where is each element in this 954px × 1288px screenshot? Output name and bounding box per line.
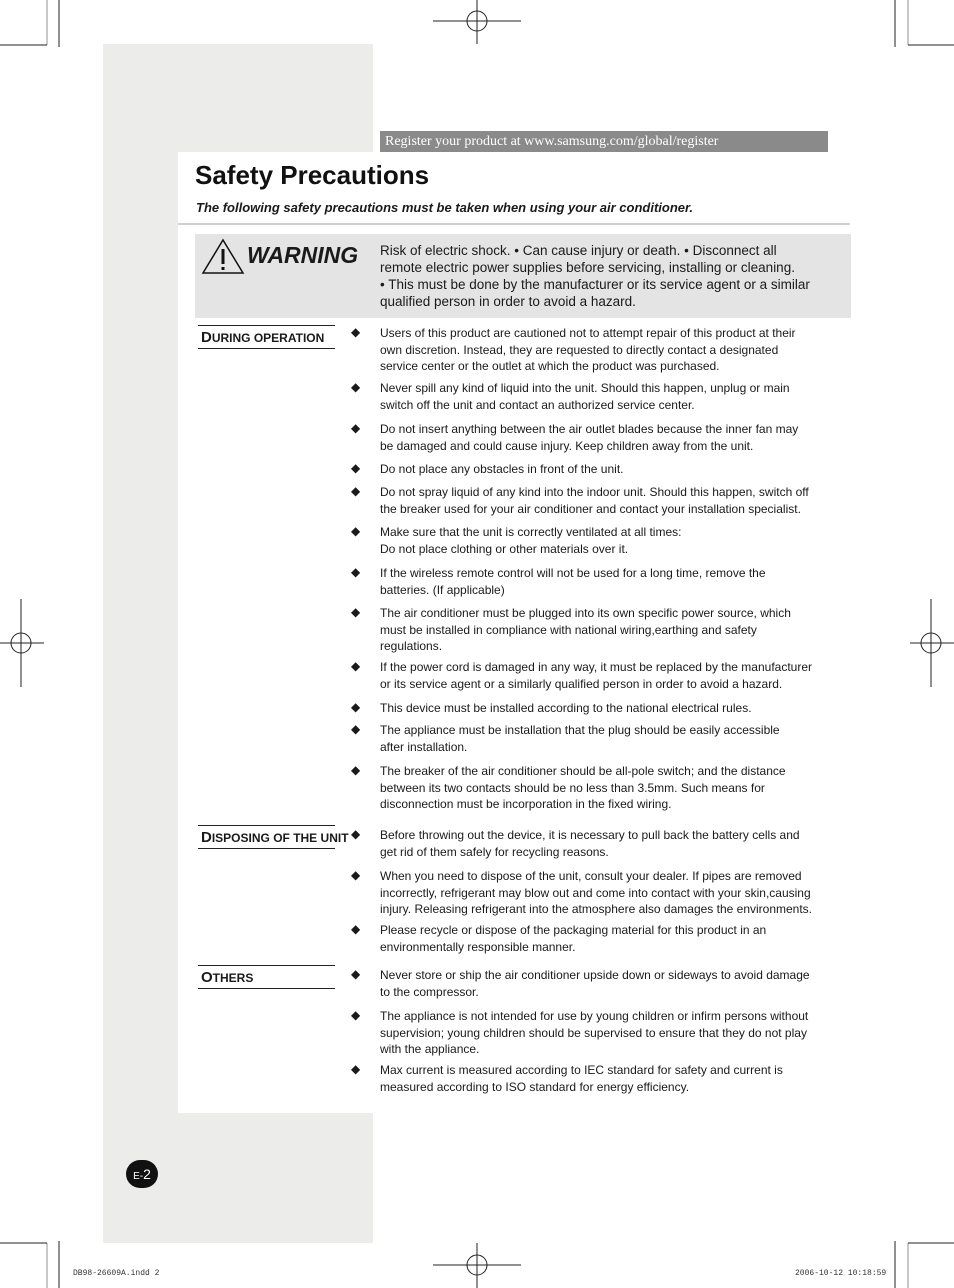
register-banner: Register your product at www.samsung.com/global/register [380,131,828,152]
precaution-item [380,325,830,375]
precaution-line: Do not spray liquid of any kind into the indoor unit. Should this happen, switch off [380,485,809,499]
precaution-line: measured according to ISO standard for energy efficiency. [380,1079,690,1094]
bullet-icon: ◆ [351,380,361,394]
precaution-line: be damaged and could cause injury. Keep children away from the unit. [380,438,754,453]
precaution-line: the breaker used for your air conditioner and contact your installation specialist. [380,501,801,516]
precaution-item [380,722,830,755]
precaution-line: Do not place any obstacles in front of the unit. [380,462,624,476]
precaution-item [380,922,830,955]
section-heading-others: OTHERS [198,965,335,989]
precaution-line: own discretion. Instead, they are requested to directly contact a designated [380,342,779,357]
precaution-line: The appliance is not intended for use by young children or infirm persons without [380,1009,809,1023]
page-number-badge: E-2 [126,1160,158,1188]
bullet-icon: ◆ [351,421,361,435]
bullet-icon: ◆ [351,605,361,619]
precaution-item [380,484,830,517]
precaution-line: When you need to dispose of the unit, consult your dealer. If pipes are removed [380,869,802,883]
precaution-item [380,1062,830,1095]
precaution-line: injury. Releasing refrigerant into the atmosphere also damages the environments. [380,902,813,916]
footer-timestamp: 2006-10-12 10:18:59 [795,1269,887,1278]
precaution-line: If the power cord is damaged in any way, it must be replaced by the manufacturer [380,660,812,674]
bullet-icon: ◆ [351,524,361,538]
precaution-line: to the compressor. [380,984,479,999]
precaution-line: Users of this product are cautioned not to attempt repair of this product at their [380,326,796,340]
precaution-item [380,380,830,413]
precaution-line: Do not insert anything between the air outlet blades because the inner fan may [380,422,799,436]
precaution-line: Never store or ship the air conditioner upside down or sideways to avoid damage [380,968,810,982]
precaution-line: switch off the unit and contact an authorized service center. [380,397,695,412]
precaution-item [380,659,830,692]
precaution-line: between its two contacts should be no less than 3.5mm. Such means for [380,780,765,795]
precaution-line: This device must be installed according to the national electrical rules. [380,701,752,715]
bullet-icon: ◆ [351,1008,361,1022]
precaution-line: incorrectly, refrigerant may blow out and come into contact with your skin,causing [380,885,811,900]
bullet-icon: ◆ [351,325,361,339]
precaution-line: after installation. [380,739,468,754]
precaution-line: Never spill any kind of liquid into the unit. Should this happen, unplug or main [380,381,790,395]
bullet-icon: ◆ [351,868,361,882]
precaution-line: Before throwing out the device, it is necessary to pull back the battery cells and [380,828,800,842]
bullet-icon: ◆ [351,922,361,936]
warning-line: Risk of electric shock. • Can cause injury or death. • Disconnect all [380,243,777,258]
warning-line: qualified person in order to avoid a hazard. [380,294,636,309]
precaution-line: regulations. [380,639,443,653]
precaution-line: The air conditioner must be plugged into its own specific power source, which [380,606,791,620]
precaution-item [380,827,830,860]
bullet-icon: ◆ [351,484,361,498]
warning-line: remote electric power supplies before servicing, installing or cleaning. [380,260,795,275]
title-divider [178,223,850,225]
precaution-line: Do not place clothing or other materials over it. [380,541,629,556]
page-title: Safety Precautions [195,160,430,190]
precaution-line: If the wireless remote control will not be used for a long time, remove the [380,566,766,580]
precaution-item [380,1008,830,1058]
precaution-item [380,967,830,1000]
bullet-icon: ◆ [351,967,361,981]
bullet-icon: ◆ [351,722,361,736]
bullet-icon: ◆ [351,827,361,841]
precaution-line: with the appliance. [380,1042,480,1056]
precaution-item [380,565,830,598]
precaution-line: must be installed in compliance with national wiring,earthing and safety [380,622,757,637]
bullet-icon: ◆ [351,1062,361,1076]
warning-triangle-icon [201,238,245,275]
warning-label: WARNING [247,242,359,268]
precaution-line: The breaker of the air conditioner should be all-pole switch; and the distance [380,764,786,778]
precaution-line: The appliance must be installation that the plug should be easily accessible [380,723,780,737]
precaution-line: supervision; young children should be supervised to ensure that they do not play [380,1025,807,1040]
precaution-line: or its service agent or a similarly qualified person in order to avoid a hazard. [380,676,783,691]
bullet-icon: ◆ [351,700,361,714]
precaution-item [380,524,830,557]
precaution-line: Please recycle or dispose of the packaging material for this product in an [380,923,767,937]
precaution-line: get rid of them safely for recycling reasons. [380,844,609,859]
page-subtitle: The following safety precautions must be taken when using your air conditioner. [196,200,693,215]
precaution-item [380,763,830,813]
precaution-item [380,700,830,717]
warning-text [380,242,820,310]
warning-line: • This must be done by the manufacturer or its service agent or a similar [380,277,810,292]
precaution-item [380,868,830,918]
section-heading-during-operation: DURING OPERATION [198,325,335,349]
section-heading-disposing: DISPOSING OF THE UNIT [198,825,335,849]
precaution-line: disconnection must be incorporation in the fixed wiring. [380,797,672,811]
footer-file-info: DB98-26609A.indd 2 [73,1269,160,1278]
precaution-line: batteries. (If applicable) [380,582,505,597]
precaution-item [380,605,830,655]
bullet-icon: ◆ [351,763,361,777]
precaution-line: Make sure that the unit is correctly ventilated at all times: [380,525,682,539]
precaution-line: service center or the outlet at which the product was purchased. [380,359,720,373]
precaution-line: environmentally responsible manner. [380,939,576,954]
precaution-line: Max current is measured according to IEC standard for safety and current is [380,1063,783,1077]
bullet-icon: ◆ [351,565,361,579]
precaution-item [380,421,830,454]
bullet-icon: ◆ [351,461,361,475]
bullet-icon: ◆ [351,659,361,673]
precaution-item [380,461,830,478]
